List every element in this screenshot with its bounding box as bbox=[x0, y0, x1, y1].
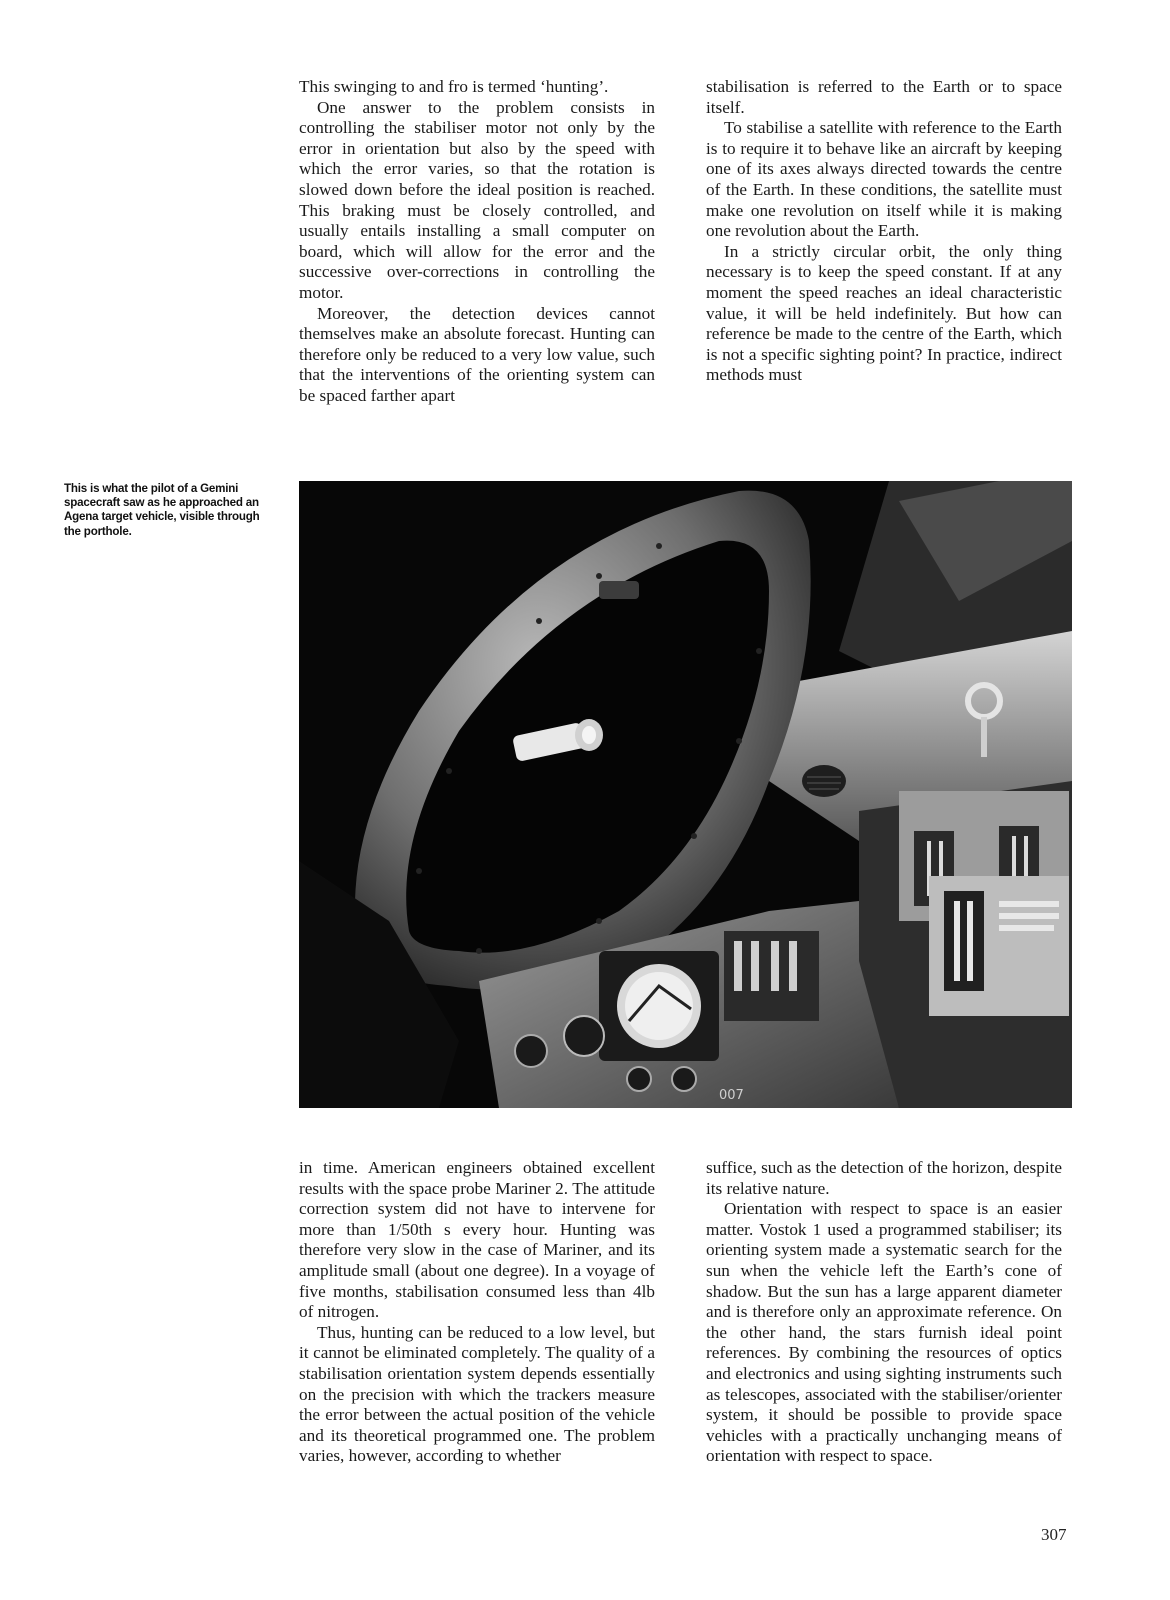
article-column-bottom-left bbox=[299, 1158, 655, 1467]
paragraph: Moreover, the detection devices cannot themselves make an absolute forecast. Hunting can therefore only be reduced to a very low value, such that the interventions of the orienting system can be spaced farther apart bbox=[299, 303, 655, 405]
page-number: 307 bbox=[1041, 1525, 1067, 1544]
paragraph: Orientation with respect to space is an easier matter. Vostok 1 used a programmed stabiliser; its orienting system made a systematic search for the sun when the vehicle left the Earth’s cone of shadow. But the sun has a large apparent diameter and is therefore only an approximate reference. On the other hand, the stars furnish ideal point references. By combining the resources of optics and electronics and using sighting instruments such as telescopes, associated with the stabiliser/orienter system, it should be possible to provide space vehicles with a practically unchanging means of orientation with respect to space. bbox=[706, 1199, 1062, 1466]
article-column-bottom-right bbox=[706, 1158, 1062, 1467]
paragraph: One answer to the problem consists in controlling the stabiliser motor not only by the error in orientation but also by the speed with which the error varies, so that the rotation is slowed down before the ideal position is reached. This braking must be closely controlled, and usually entails installing a small computer on board, which will allow for the error and the successive over-corrections in controlling the motor. bbox=[299, 97, 655, 302]
paragraph: This swinging to and fro is termed ‘hunting’. bbox=[299, 77, 609, 96]
paragraph: stabilisation is referred to the Earth or to space itself. bbox=[706, 77, 1062, 117]
article-column-top-right bbox=[706, 77, 1062, 386]
article-column-top-left bbox=[299, 77, 655, 407]
panel-number-label: 007 bbox=[719, 1088, 744, 1103]
photo-caption: This is what the pilot of a Gemini spacecraft saw as he approached an Agena target vehicle, visible through the porthole. bbox=[64, 482, 260, 538]
paragraph: suffice, such as the detection of the horizon, despite its relative nature. bbox=[706, 1158, 1062, 1198]
gemini-cockpit-photo bbox=[299, 481, 1072, 1108]
paragraph: In a strictly circular orbit, the only thing necessary is to keep the speed constant. If at any moment the speed reaches an ideal characteristic value, it will be held indefinitely. But how can reference be made to the centre of the Earth, which is not a specific sighting point? In practice, indirect methods must bbox=[706, 241, 1062, 385]
paragraph: in time. American engineers obtained excellent results with the space probe Mariner 2. The attitude correction system did not have to intervene for more than 1/50th s every hour. Hunting was therefore very slow in the case of Mariner, and its amplitude small (about one degree). In a voyage of five months, stabilisation consumed less than 4lb of nitrogen. bbox=[299, 1158, 655, 1322]
paragraph: To stabilise a satellite with reference to the Earth is to require it to behave like an aircraft by keeping one of its axes always directed towards the centre of the Earth. In these conditions, the satellite must make one revolution on itself while it is making one revolution about the Earth. bbox=[706, 118, 1062, 241]
paragraph: Thus, hunting can be reduced to a low level, but it cannot be eliminated completely. The quality of a stabilisation orientation system depends essentially on the precision with which the trackers measure the error between the actual position of the vehicle and its theoretical programmed one. The problem varies, however, according to whether bbox=[299, 1322, 655, 1466]
